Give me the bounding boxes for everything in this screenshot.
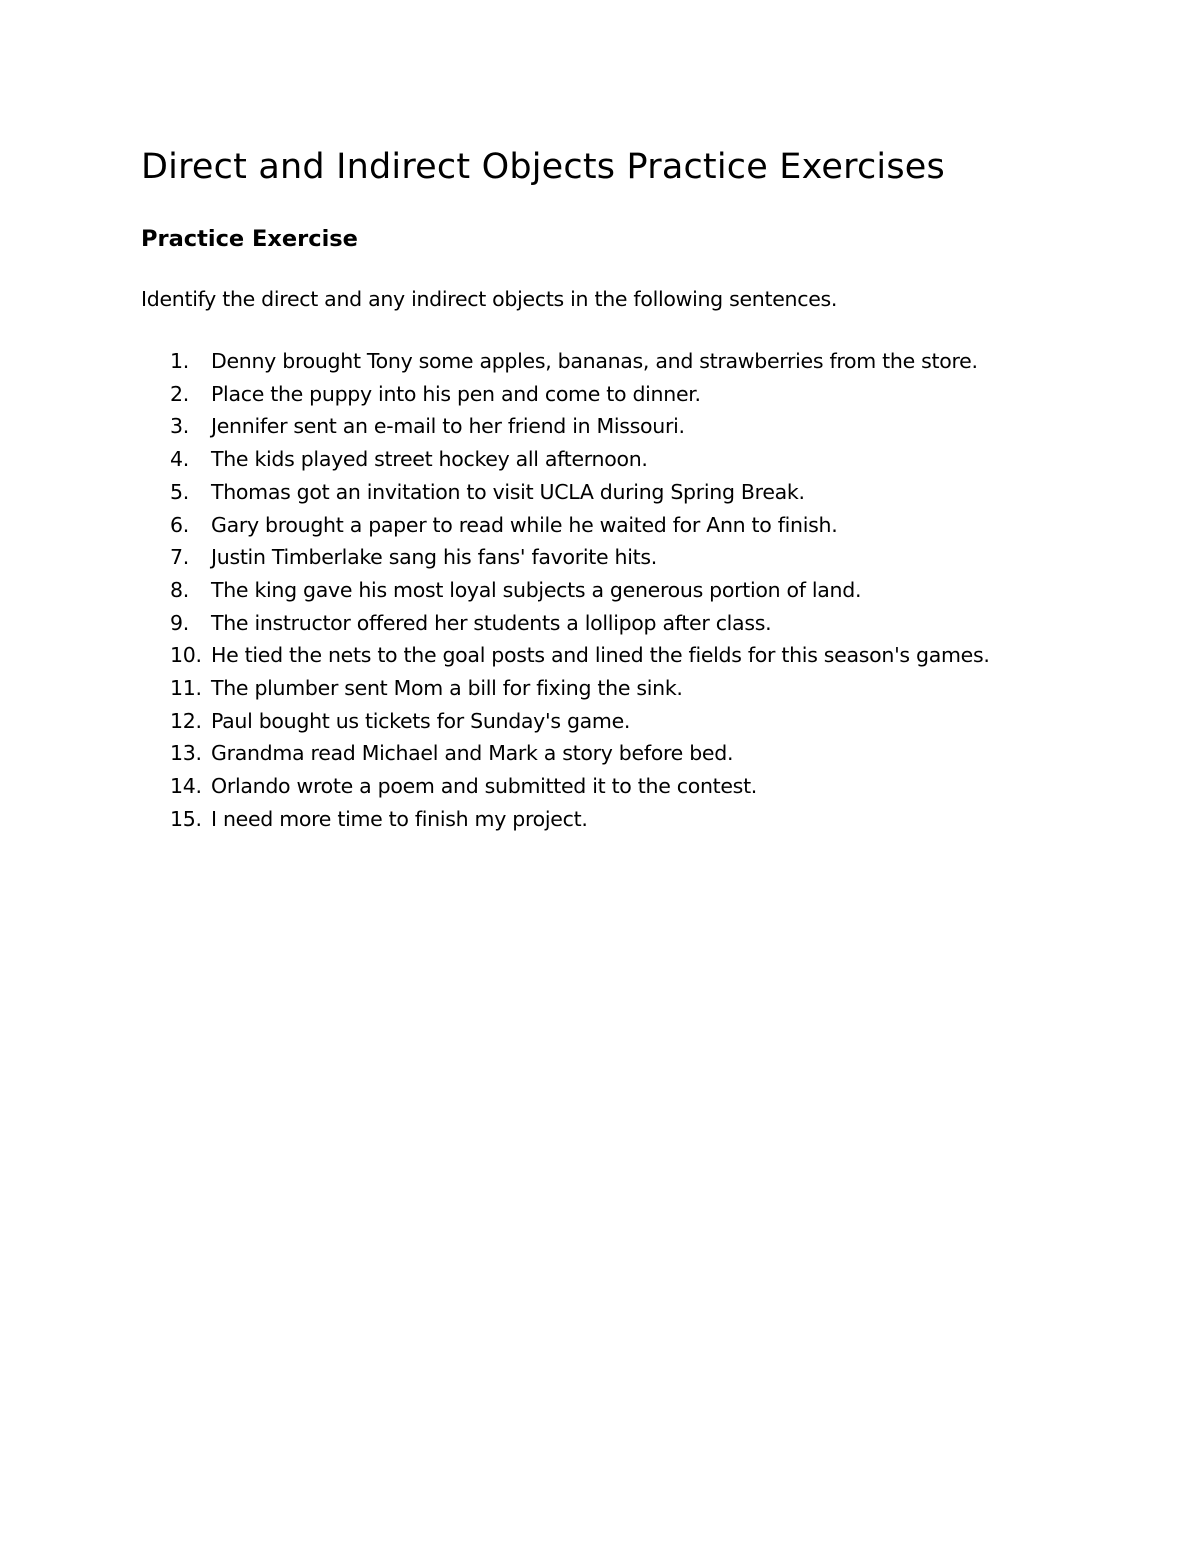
list-item [170, 574, 1060, 607]
item-sentence: The kids played street hockey all afternoon. [211, 447, 648, 472]
item-sentence: Thomas got an invitation to visit UCLA during Spring Break. [211, 479, 805, 504]
item-sentence: The instructor offered her students a lollipop after class. [211, 610, 772, 635]
exercise-list [170, 345, 1060, 836]
item-number: 15. [170, 806, 202, 831]
item-number: 2. [170, 381, 189, 406]
list-item [170, 443, 1060, 476]
item-number: 8. [170, 577, 189, 602]
list-item [170, 672, 1060, 705]
list-item [170, 803, 1060, 836]
list-item [170, 509, 1060, 542]
item-number: 5. [170, 479, 189, 504]
item-sentence: Jennifer sent an e-mail to her friend in Missouri. [211, 414, 685, 439]
item-number: 9. [170, 610, 189, 635]
page-title: Direct and Indirect Objects Practice Exercises [141, 147, 945, 187]
section-heading: Practice Exercise [141, 226, 358, 252]
item-sentence: Gary brought a paper to read while he waited for Ann to finish. [211, 512, 838, 537]
item-sentence: Justin Timberlake sang his fans' favorite hits. [211, 545, 657, 570]
item-number: 1. [170, 349, 189, 373]
instructions-text: Identify the direct and any indirect objects in the following sentences. [141, 287, 838, 311]
item-number: 6. [170, 512, 189, 537]
list-item [170, 378, 1060, 411]
item-number: 13. [170, 741, 202, 766]
item-number: 4. [170, 447, 189, 472]
item-sentence: He tied the nets to the goal posts and lined the fields for this season's games. [211, 643, 990, 668]
list-item [170, 607, 1060, 640]
item-sentence: The plumber sent Mom a bill for fixing the sink. [211, 676, 683, 701]
list-item [170, 410, 1060, 443]
item-sentence: I need more time to finish my project. [211, 806, 588, 831]
item-sentence: Grandma read Michael and Mark a story before bed. [211, 741, 734, 766]
item-number: 3. [170, 414, 189, 439]
list-item [170, 476, 1060, 509]
item-sentence: Paul bought us tickets for Sunday's game. [211, 708, 631, 733]
item-sentence: Orlando wrote a poem and submitted it to the contest. [211, 774, 758, 799]
list-item [170, 639, 1060, 672]
item-number: 11. [170, 676, 202, 701]
list-item [170, 705, 1060, 738]
item-sentence: Place the puppy into his pen and come to dinner. [211, 381, 701, 406]
item-sentence: Denny brought Tony some apples, bananas, and strawberries from the store. [211, 349, 978, 373]
item-number: 7. [170, 545, 189, 570]
item-number: 10. [170, 643, 202, 668]
list-item [170, 770, 1060, 803]
item-number: 12. [170, 708, 202, 733]
item-sentence: The king gave his most loyal subjects a generous portion of land. [211, 577, 862, 602]
list-item [170, 345, 1060, 378]
list-item [170, 541, 1060, 574]
item-number: 14. [170, 774, 202, 799]
list-item [170, 737, 1060, 770]
